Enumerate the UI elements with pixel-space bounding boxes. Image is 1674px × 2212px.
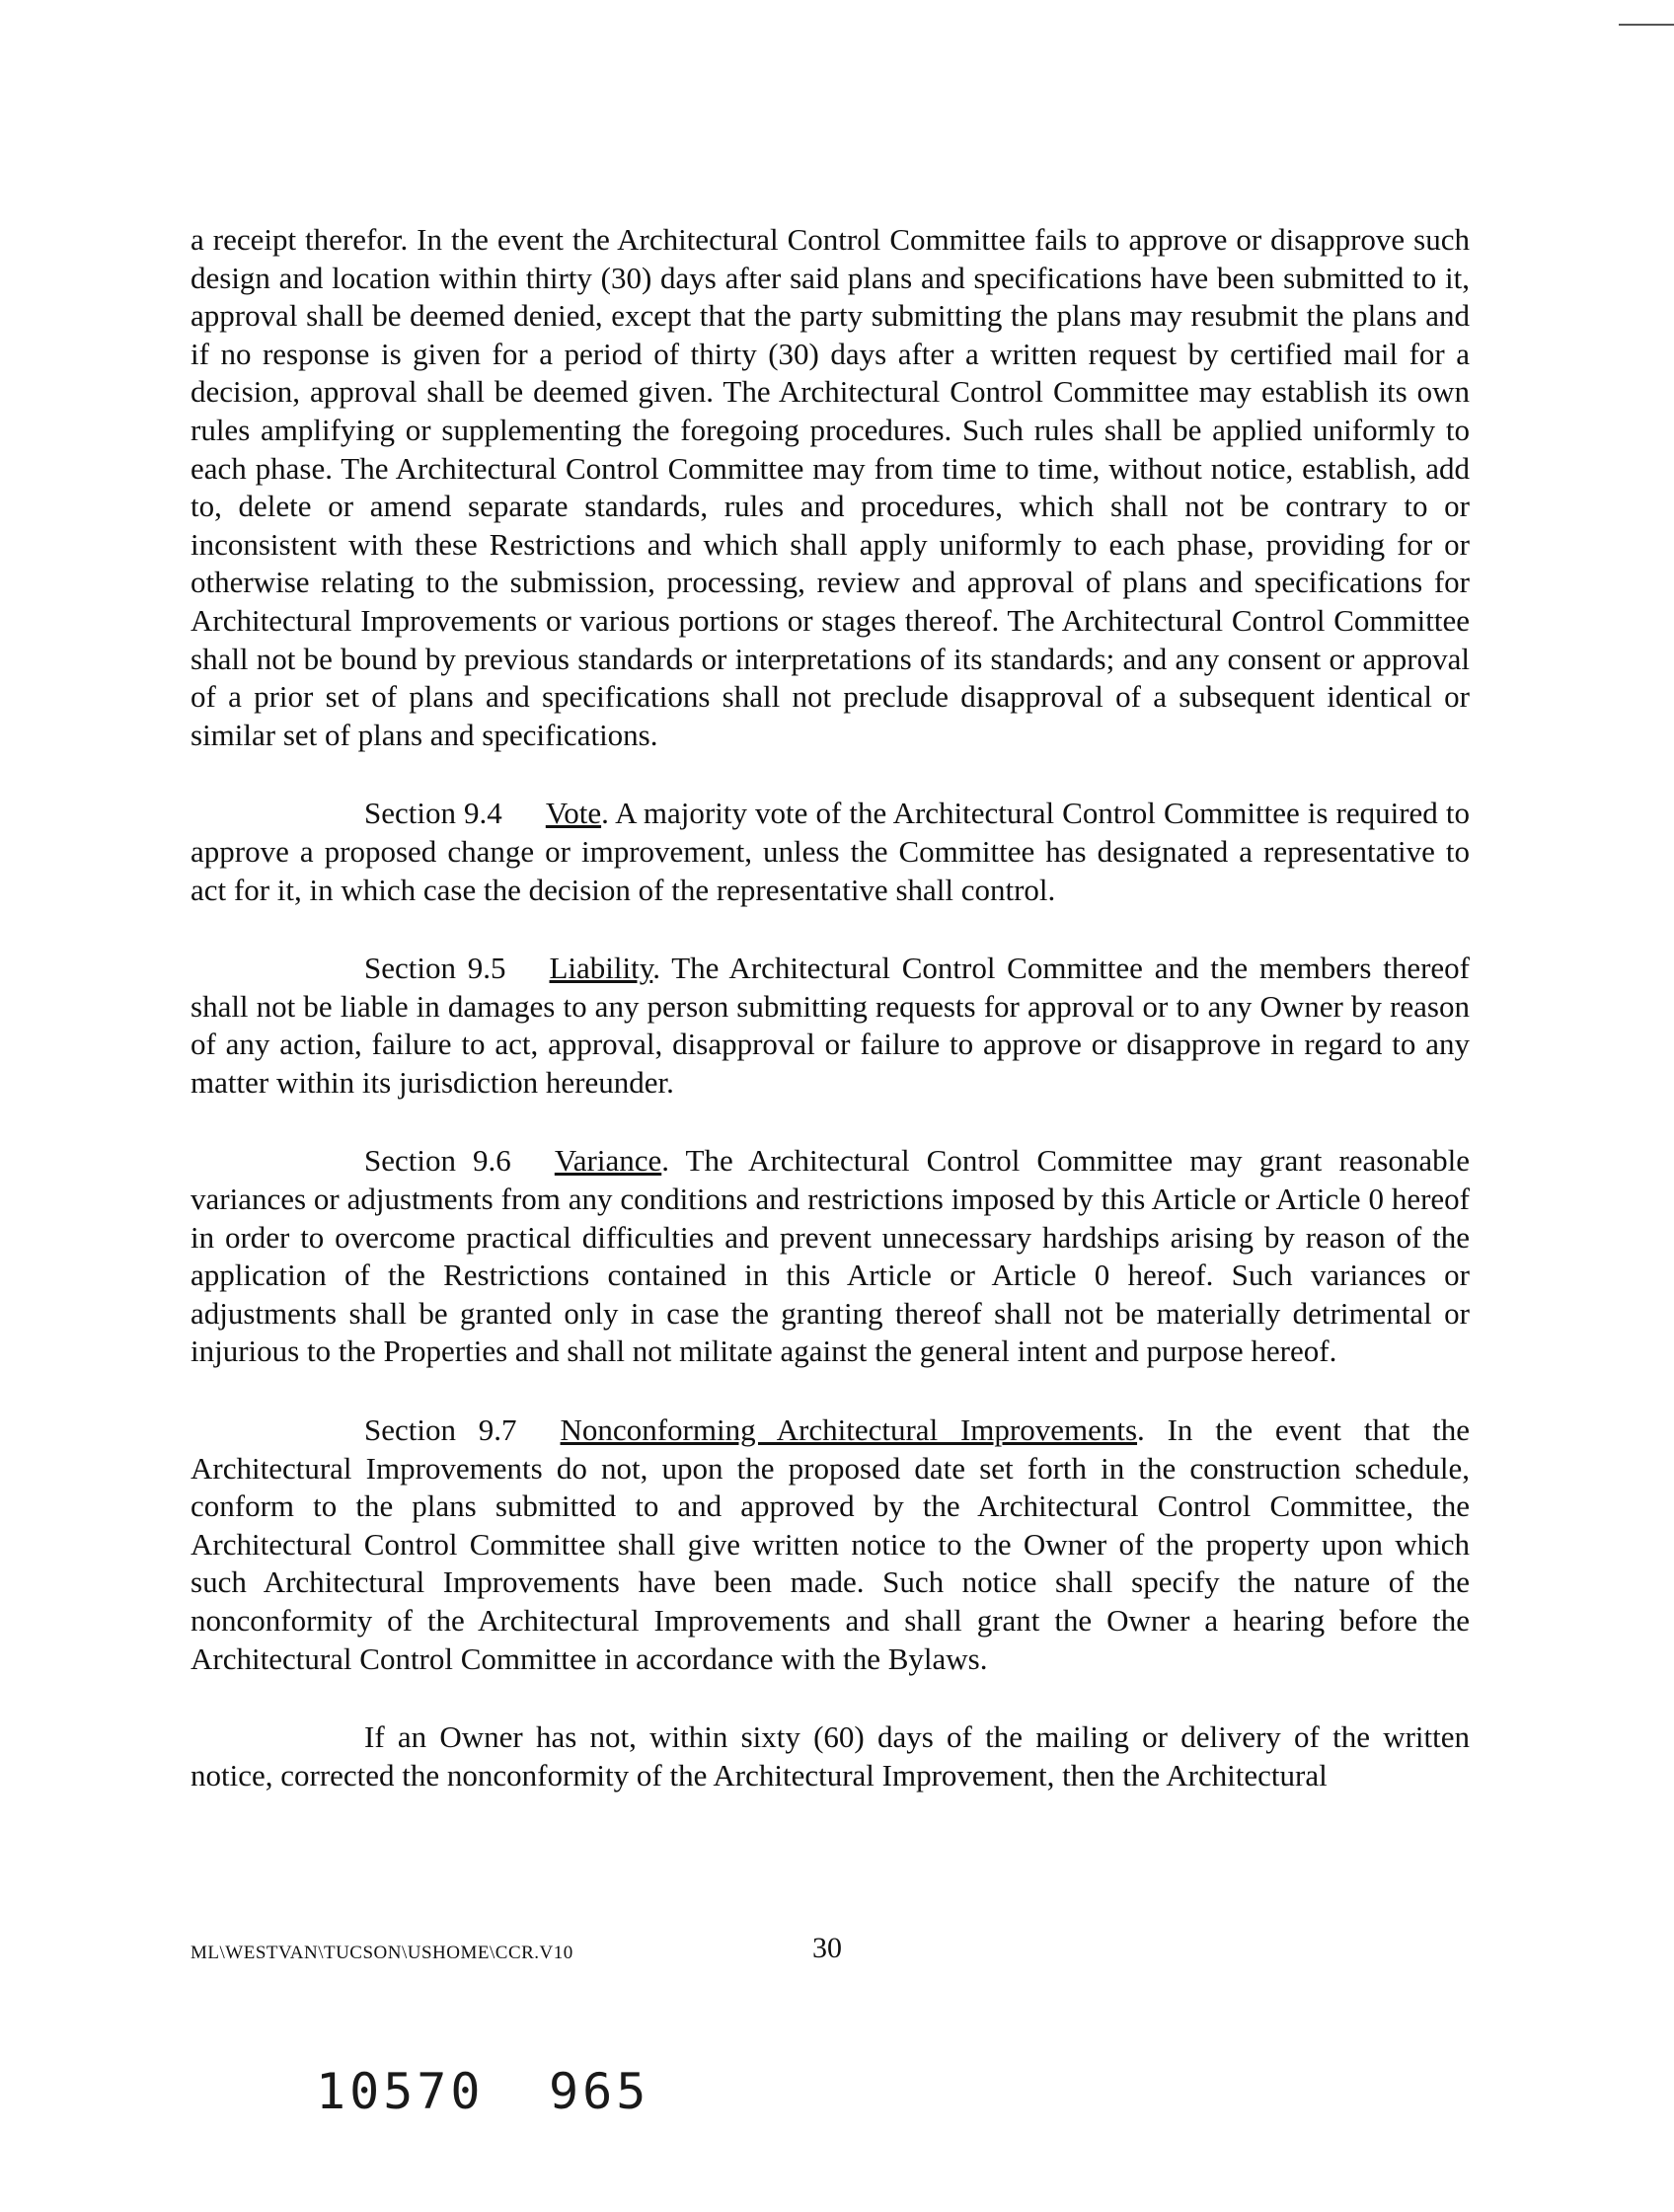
- section-9-6: [190, 1142, 1470, 1371]
- section-title: Vote: [545, 796, 602, 831]
- closing-paragraph: If an Owner has not, within sixty (60) days of the mailing or delivery of the written notice, corrected the nonconformity of the Architectural Improvement, then the Architectural: [190, 1719, 1470, 1792]
- section-number: Section 9.5: [364, 951, 506, 986]
- section-number: Section 9.4: [364, 796, 502, 831]
- page-number: 30: [812, 1932, 842, 1964]
- recording-stamp-book: 10570: [316, 2063, 485, 2120]
- section-9-7: [190, 1411, 1470, 1678]
- footer-file-path: ML\WESTVAN\TUCSON\USHOME\CCR.V10: [190, 1943, 573, 1963]
- section-9-5: [190, 950, 1470, 1102]
- section-title: Variance: [554, 1143, 662, 1179]
- section-number: Section 9.7: [364, 1412, 517, 1448]
- section-title: Nonconforming Architectural Improvements: [560, 1412, 1138, 1448]
- recording-stamp-page: 965: [549, 2063, 650, 2120]
- section-text: . In the event that the Architectural Improvements do not, upon the proposed date set forth in the construction schedule, conform to the plans submitted to and approved by the Architectural Control Committee, the Architectural Control Committee shall give written notice to the Owner of the property upon which such Architectural Improvements have been made. Such notice shall specify the nature of the nonconformity of the Architectural Improvements and shall grant the Owner a hearing before the Architectural Control Committee in accordance with the Bylaws.: [190, 1412, 1470, 1676]
- section-title: Liability: [549, 951, 653, 986]
- opening-paragraph: a receipt therefor. In the event the Architectural Control Committee fails to approve or disapprove such design and location within thirty (30) days after said plans and specifications have been submitted to it, approval shall be deemed denied, except that the party submitting the plans may resubmit the plans and if no response is given for a period of thirty (30) days after a written request by certified mail for a decision, approval shall be deemed given. The Architectural Control Committee may establish its own rules amplifying or supplementing the foregoing procedures. Such rules shall be applied uniformly to each phase. The Architectural Control Committee may from time to time, without notice, establish, add to, delete or amend separate standards, rules and procedures, which shall not be contrary to or inconsistent with these Restrictions and which shall apply uniformly to each phase, providing for or otherwise relating to the submission, processing, review and approval of plans and specifications for Architectural Improvements or various portions or stages thereof. The Architectural Control Committee shall not be bound by previous standards or interpretations of its standards; and any consent or approval of a prior set of plans and specifications shall not preclude disapproval of a subsequent identical or similar set of plans and specifications.: [190, 222, 1470, 752]
- section-text: . The Architectural Control Committee may grant reasonable variances or adjustments from any conditions and restrictions imposed by this Article or Article 0 hereof in order to overcome practical difficulties and prevent unnecessary hardships arising by reason of the application of the Restrictions contained in this Article or Article 0 hereof. Such variances or adjustments shall be granted only in case the granting thereof shall not be materially detrimental or injurious to the Properties and shall not militate against the general intent and purpose hereof.: [190, 1143, 1470, 1369]
- document-body: [190, 221, 1470, 1835]
- scan-corner-mark: [1619, 24, 1674, 26]
- section-number: Section 9.6: [364, 1143, 511, 1179]
- section-text: . A majority vote of the Architectural Control Committee is required to approve a proposed change or improvement, unless the Committee has designated a representative to act for it, in which case the decision of the representative shall control.: [190, 796, 1470, 907]
- section-9-4: [190, 795, 1470, 909]
- section-text: . The Architectural Control Committee and the members thereof shall not be liable in damages to any person submitting requests for approval or to any Owner by reason of any action, failure to act, approval, disapproval or failure to approve or disapprove in regard to any matter within its jurisdiction hereunder.: [190, 951, 1470, 1100]
